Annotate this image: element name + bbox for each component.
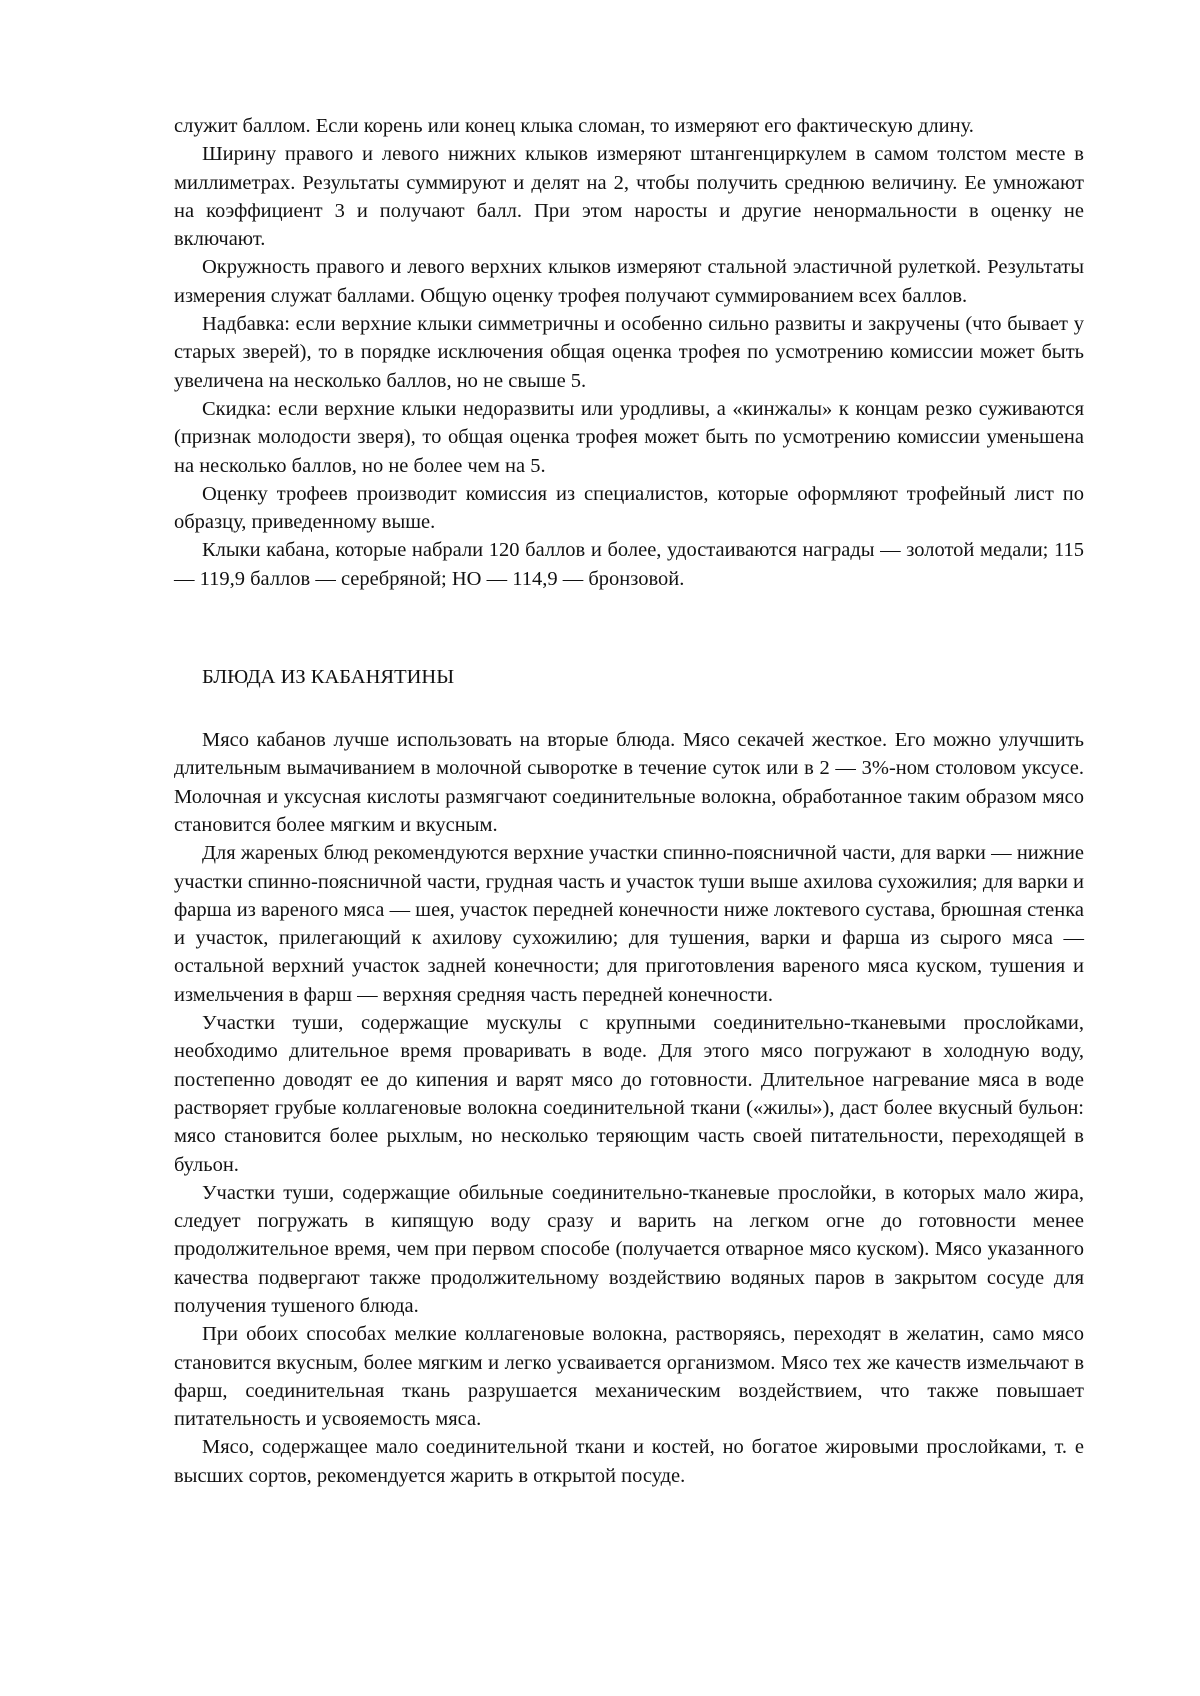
paragraph-boiling-hot-water: Участки туши, содержащие обильные соединительно-тканевые прослойки, в которых мало жира, следует погружать в кипящую воду сразу и варить на легком огне до готовности менее продолжительное время, чем при первом способе (получается отварное мясо куском). Мясо указанного качества подвергают также продолжительному воздействию водяных паров в закрытом сосуде для получения тушеного блюда. <box>174 1181 1084 1317</box>
paragraph-cuts: Для жареных блюд рекомендуются верхние участки спинно-поясничной части, для варки — нижние участки спинно-поясничной части, грудная часть и участок туши выше ахилова сухожилия; для варки и фарша из вареного мяса — шея, участок передней конечности ниже локтевого сустава, брюшная стенка и участок, прилегающий к ахилову сухожилию; для тушения, варки и фарша из сырого мяса — остальной верхний участок задней конечности; для приготовления вареного мяса куском, тушения и измельчения в фарш — верхняя средняя часть передней конечности. <box>174 842 1084 1006</box>
paragraph-commission: Оценку трофеев производит комиссия из специалистов, которые оформляют трофейный лист по образцу, приведенному выше. <box>174 482 1084 534</box>
paragraph-width-measurement: Ширину правого и левого нижних клыков измеряют штангенциркулем в самом толстом месте в миллиметрах. Результаты суммируют и делят на 2, чтобы получить среднюю величину. Ее умножают на коэффициент 3 и получают балл. При этом наросты и другие ненормальности в оценку не включают. <box>174 143 1084 251</box>
paragraph-continuation: служит баллом. Если корень или конец клыка сломан, то измеряют его фактическую длину. <box>174 115 974 137</box>
paragraph-boiling-cold-water: Участки туши, содержащие мускулы с крупными соединительно-тканевыми прослойками, необходимо длительное время проваривать в воде. Для этого мясо погружают в холодную воду, постепенно доводят ее до кипения и варят мясо до готовности. Длительное нагревание мяса в воде растворяет грубые коллагеновые волокна соединительной ткани («жилы»), даст более вкусный бульон: мясо становится более рыхлым, но несколько теряющим часть своей питательности, переходящей в бульон. <box>174 1012 1084 1176</box>
paragraph-meat-usage: Мясо кабанов лучше использовать на вторые блюда. Мясо секачей жесткое. Его можно улучшить длительным вымачиванием в молочной сыворотке в течение суток или в 2 — 3%-ном столовом уксусе. Молочная и уксусная кислоты размягчают соединительные волокна, обработанное таким образом мясо становится более мягким и вкусным. <box>174 729 1084 836</box>
section-spacer <box>174 593 1084 663</box>
document-page <box>174 112 1084 1490</box>
paragraph-collagen: При обоих способах мелкие коллагеновые волокна, растворяясь, переходят в желатин, само мясо становится вкусным, более мягким и легко усваивается организмом. Мясо тех же качеств измельчают в фарш, соединительная ткань разрушается механическим воздействием, что также повышает питательность и усвояемость мяса. <box>174 1323 1084 1431</box>
section-spacer <box>174 691 1084 726</box>
paragraph-discount: Скидка: если верхние клыки недоразвиты или уродливы, а «кинжалы» к концам резко суживаются (признак молодости зверя), то общая оценка трофея может быть по усмотрению комиссии уменьшена на несколько баллов, но не более чем на 5. <box>174 397 1084 477</box>
paragraph-bonus: Надбавка: если верхние клыки симметричны и особенно сильно развиты и закручены (что бывает у старых зверей), то в порядке исключения общая оценка трофея по усмотрению комиссии может быть увеличена на несколько баллов, но не свыше 5. <box>174 313 1084 392</box>
paragraph-circumference-measurement: Окружность правого и левого верхних клыков измеряют стальной эластичной рулеткой. Результаты измерения служат баллами. Общую оценку трофея получают суммированием всех баллов. <box>174 256 1084 307</box>
section-title: БЛЮДА ИЗ КАБАНЯТИНЫ <box>202 666 455 689</box>
paragraph-frying: Мясо, содержащее мало соединительной ткани и костей, но богатое жировыми прослойками, т. е высших сортов, рекомендуется жарить в открытой посуде. <box>174 1436 1084 1487</box>
paragraph-awards: Клыки кабана, которые набрали 120 баллов и более, удостаиваются награды — золотой медали; 115 — 119,9 баллов — серебряной; НО — 114,9 — бронзовой. <box>174 539 1084 590</box>
